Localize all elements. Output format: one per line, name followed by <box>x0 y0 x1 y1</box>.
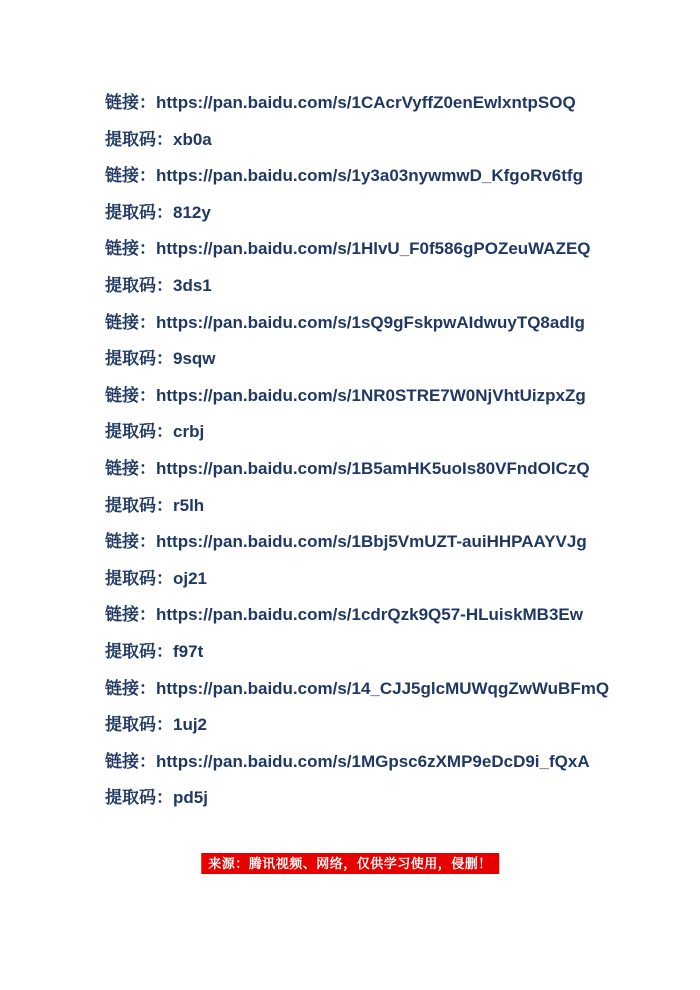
code-value: f97t <box>173 641 204 661</box>
code-value: r5lh <box>173 495 205 515</box>
link-line <box>105 158 660 195</box>
link-url[interactable]: https://pan.baidu.com/s/1Bbj5VmUZT-auiHHPAAYVJg <box>156 532 587 552</box>
link-url[interactable]: https://pan.baidu.com/s/1MGpsc6zXMP9eDcD9i_fQxA <box>156 751 590 771</box>
code-label: 提取码： <box>105 422 173 442</box>
code-label: 提取码： <box>105 495 173 515</box>
link-label: 链接： <box>105 678 156 698</box>
link-line <box>105 744 660 781</box>
link-line <box>105 85 660 122</box>
code-line <box>105 707 660 744</box>
code-line <box>105 488 660 525</box>
link-url[interactable]: https://pan.baidu.com/s/1CAcrVyffZ0enEwlxntpSOQ <box>156 93 576 112</box>
link-url[interactable]: https://pan.baidu.com/s/1cdrQzk9Q57-HLuiskMB3Ew <box>156 605 583 625</box>
code-line <box>105 561 660 598</box>
link-url[interactable]: https://pan.baidu.com/s/1sQ9gFskpwAIdwuyTQ8adIg <box>156 312 585 332</box>
link-label: 链接： <box>105 385 156 405</box>
code-value: crbj <box>173 422 205 442</box>
code-label: 提取码： <box>105 349 173 369</box>
code-value: oj21 <box>173 568 208 588</box>
code-line <box>105 341 660 378</box>
link-line <box>105 378 660 415</box>
code-value: 3ds1 <box>173 275 212 295</box>
link-label: 链接： <box>105 166 156 186</box>
code-value: 1uj2 <box>173 715 208 735</box>
link-url[interactable]: https://pan.baidu.com/s/1y3a03nywmwD_KfgoRv6tfg <box>156 166 583 186</box>
link-line <box>105 305 660 342</box>
code-label: 提取码： <box>105 568 173 588</box>
link-label: 链接： <box>105 605 156 625</box>
code-value: pd5j <box>173 788 208 808</box>
link-line <box>105 597 660 634</box>
source-disclaimer-banner: 来源：腾讯视频、网络，仅供学习使用，侵删！ <box>201 853 499 874</box>
link-line <box>105 671 660 708</box>
code-line <box>105 122 660 159</box>
code-line <box>105 195 660 232</box>
link-label: 链接： <box>105 532 156 552</box>
code-line <box>105 780 660 817</box>
code-label: 提取码： <box>105 641 173 661</box>
link-line <box>105 451 660 488</box>
link-list <box>105 85 660 817</box>
code-line <box>105 414 660 451</box>
code-value: 9sqw <box>173 349 216 369</box>
code-label: 提取码： <box>105 275 173 295</box>
code-label: 提取码： <box>105 202 173 222</box>
code-label: 提取码： <box>105 788 173 808</box>
link-url[interactable]: https://pan.baidu.com/s/1NR0STRE7W0NjVhtUizpxZg <box>156 385 586 405</box>
code-label: 提取码： <box>105 715 173 735</box>
link-label: 链接： <box>105 458 156 478</box>
link-url[interactable]: https://pan.baidu.com/s/1HlvU_F0f586gPOZeuWAZEQ <box>156 239 591 259</box>
link-label: 链接： <box>105 93 156 112</box>
code-value: xb0a <box>173 129 212 149</box>
code-line <box>105 634 660 671</box>
code-line <box>105 268 660 305</box>
code-value: 812y <box>173 202 211 222</box>
link-label: 链接： <box>105 312 156 332</box>
link-line <box>105 524 660 561</box>
link-url[interactable]: https://pan.baidu.com/s/14_CJJ5glcMUWqgZwWuBFmQ <box>156 678 610 698</box>
code-label: 提取码： <box>105 129 173 149</box>
link-label: 链接： <box>105 239 156 259</box>
link-label: 链接： <box>105 751 156 771</box>
link-url[interactable]: https://pan.baidu.com/s/1B5amHK5uoIs80VFndOlCzQ <box>156 458 590 478</box>
link-line <box>105 231 660 268</box>
